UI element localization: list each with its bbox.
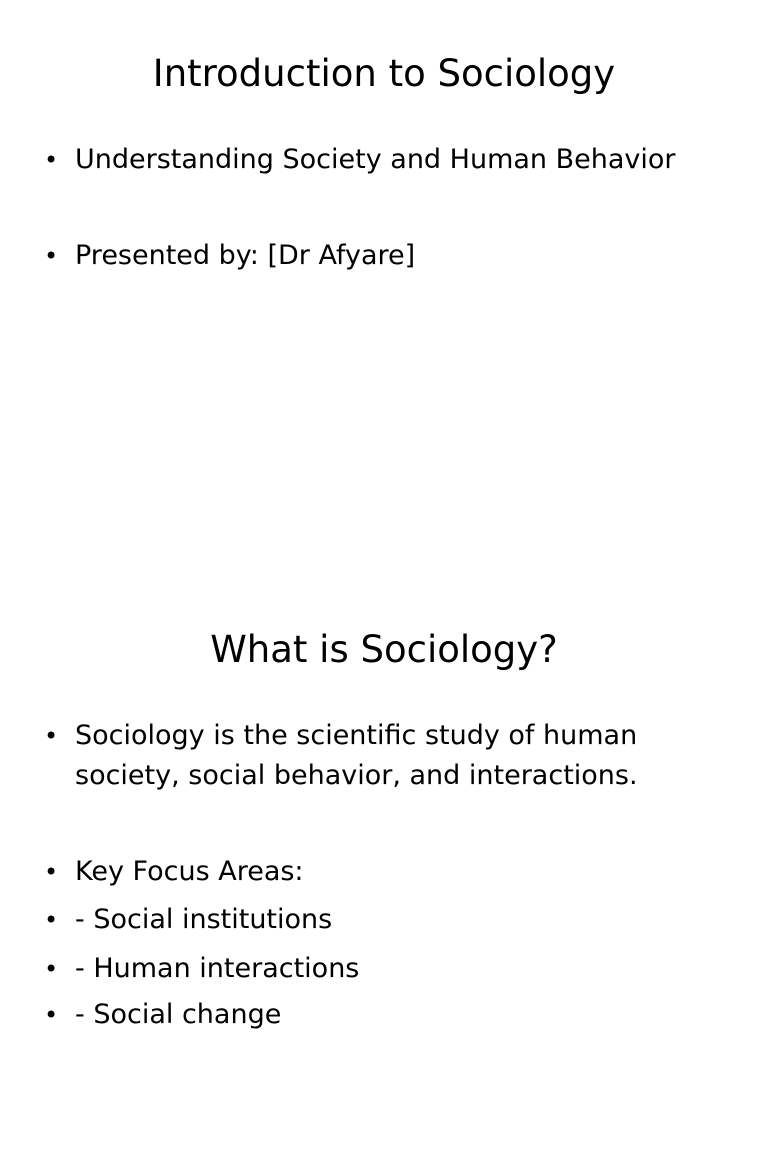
- slide-title: What is Sociology?: [210, 628, 558, 671]
- bullet-item: • Presented by: [Dr Afyare]: [75, 236, 688, 276]
- bullet-item: • Sociology is the scientific study of human society, social behavior, and interactions.: [75, 716, 688, 796]
- bullet-item: • - Social institutions: [75, 900, 688, 940]
- bullet-item: • Understanding Society and Human Behavior: [75, 140, 688, 180]
- bullet-item: • Key Focus Areas:: [75, 852, 688, 892]
- slide-title: Introduction to Sociology: [152, 52, 616, 95]
- bullet-item: • - Social change: [75, 995, 688, 1035]
- slide-2: [0, 576, 768, 1152]
- bullet-item: • - Human interactions: [75, 949, 688, 989]
